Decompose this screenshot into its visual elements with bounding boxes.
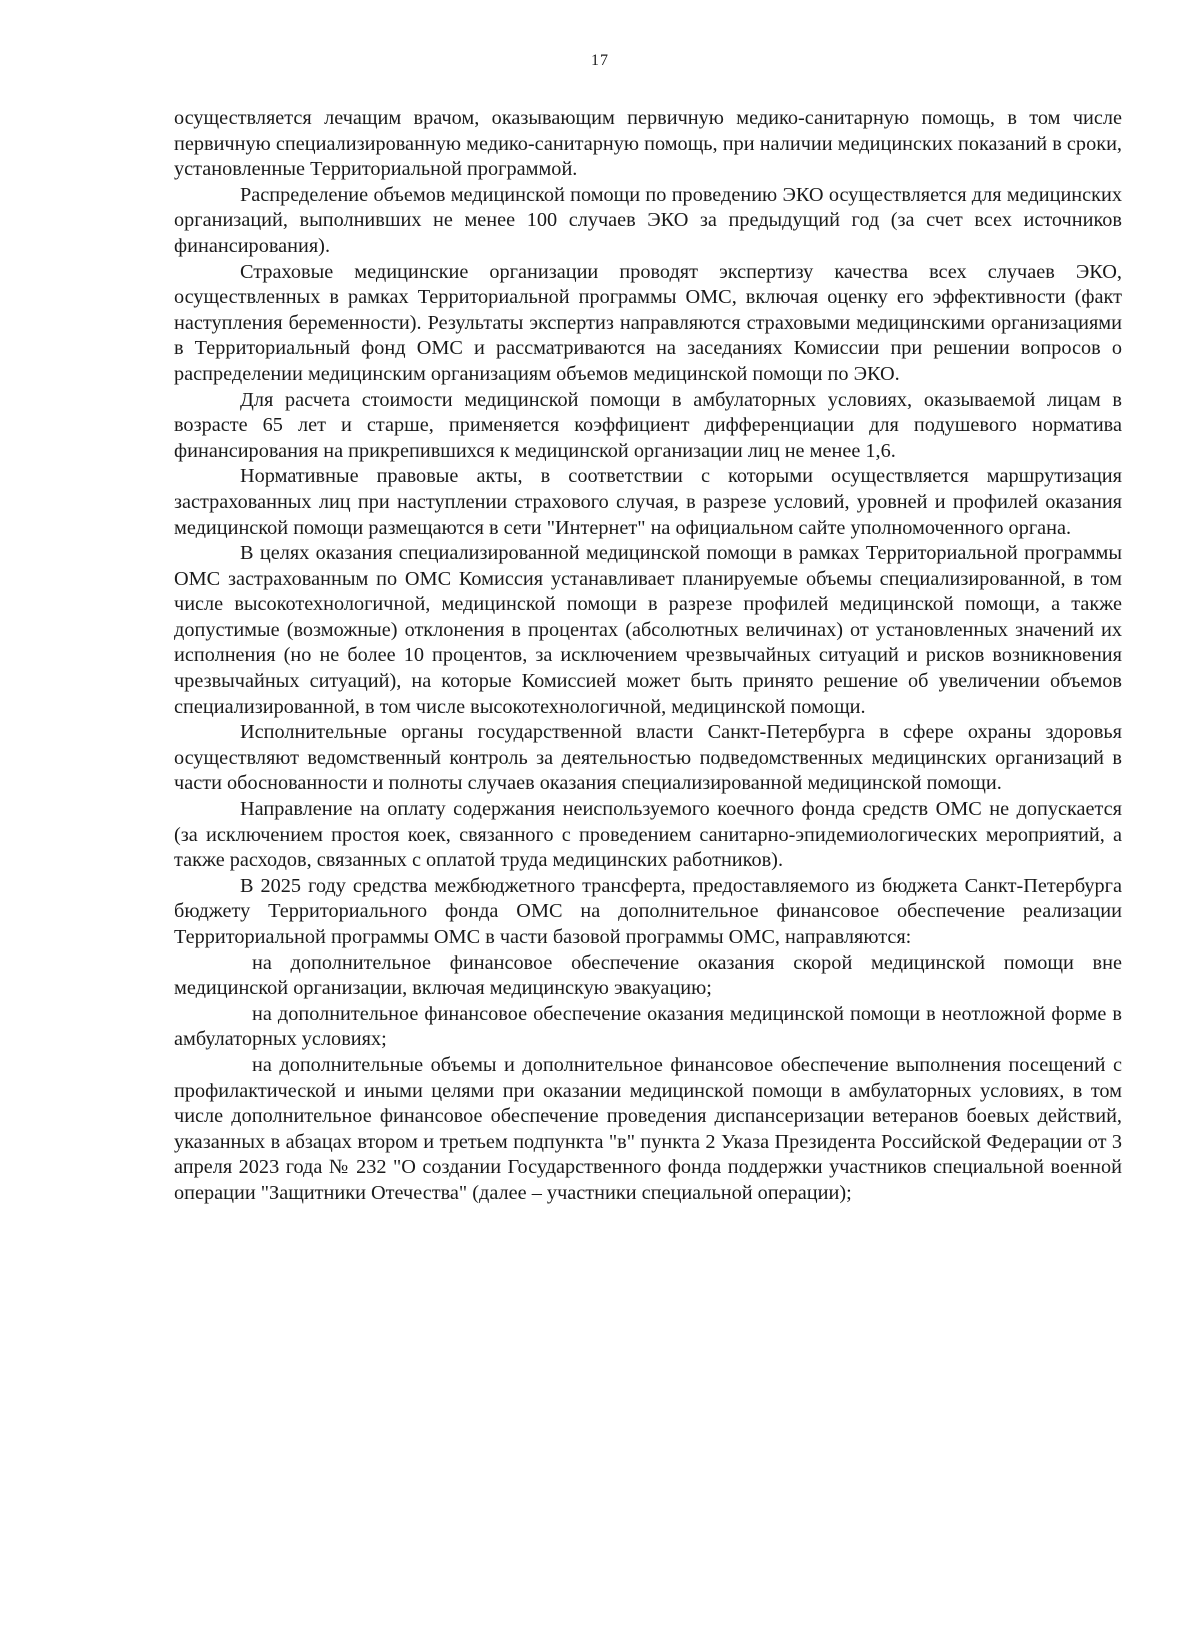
paragraph: Страховые медицинские организации проводят экспертизу качества всех случаев ЭКО, осуществленных в рамках Территориальной программы ОМС, включая оценку его эффективности (факт наступления беременности). Результаты экспертиз направляются страховыми медицинскими организациями в Территориальный фонд ОМС и рассматриваются на заседаниях Комиссии при решении вопросов о распределении медицинским организациям объемов медицинской помощи по ЭКО.	[174, 260, 1122, 385]
list-paragraph: на дополнительное финансовое обеспечение оказания скорой медицинской помощи вне медицинской организации, включая медицинскую эвакуацию;	[174, 951, 1122, 1000]
page-number: 17	[591, 52, 609, 69]
paragraph: осуществляется лечащим врачом, оказывающим первичную медико-санитарную помощь, в том числе первичную специализированную медико-санитарную помощь, при наличии медицинских показаний в сроки, установленные Территориальной программой.	[174, 107, 1122, 181]
paragraph: Нормативные правовые акты, в соответствии с которыми осуществляется маршрутизация застрахованных лиц при наступлении страхового случая, в разрезе условий, уровней и профилей оказания медицинской помощи размещаются в сети "Интернет" на официальном сайте уполномоченного органа.	[174, 465, 1122, 539]
paragraph: В 2025 году средства межбюджетного трансферта, предоставляемого из бюджета Санкт-Петербурга бюджету Территориального фонда ОМС на дополнительное финансовое обеспечение реализации Территориальной программы ОМС в части базовой программы ОМС, направляются:	[174, 874, 1122, 948]
document-body	[174, 106, 1122, 1207]
paragraph: Направление на оплату содержания неиспользуемого коечного фонда средств ОМС не допускается (за исключением простоя коек, связанного с проведением санитарно-эпидемиологических мероприятий, а также расходов, связанных с оплатой труда медицинских работников).	[174, 798, 1122, 872]
paragraph: Исполнительные органы государственной власти Санкт-Петербурга в сфере охраны здоровья осуществляют ведомственный контроль за деятельностью подведомственных медицинских организаций в части обоснованности и полноты случаев оказания специализированной медицинской помощи.	[174, 721, 1122, 795]
paragraph: Распределение объемов медицинской помощи по проведению ЭКО осуществляется для медицинских организаций, выполнивших не менее 100 случаев ЭКО за предыдущий год (за счет всех источников финансирования).	[174, 183, 1122, 257]
list-paragraph: на дополнительное финансовое обеспечение оказания медицинской помощи в неотложной форме в амбулаторных условиях;	[174, 1002, 1122, 1051]
paragraph: В целях оказания специализированной медицинской помощи в рамках Территориальной программы ОМС застрахованным по ОМС Комиссия устанавливает планируемые объемы специализированной, в том числе высокотехнологичной, медицинской помощи в разрезе профилей медицинской помощи, а также допустимые (возможные) отклонения в процентах (абсолютных величинах) от установленных значений их исполнения (но не более 10 процентов, за исключением чрезвычайных ситуаций и рисков возникновения чрезвычайных ситуаций), на которые Комиссией может быть принято решение об увеличении объемов специализированной, в том числе высокотехнологичной, медицинской помощи.	[174, 542, 1122, 718]
list-paragraph: на дополнительные объемы и дополнительное финансовое обеспечение выполнения посещений с профилактической и иными целями при оказании медицинской помощи в амбулаторных условиях, в том числе дополнительное финансовое обеспечение проведения диспансеризации ветеранов боевых действий, указанных в абзацах втором и третьем подпункта "в" пункта 2 Указа Президента Российской Федерации от 3 апреля 2023 года № 232 "О создании Государственного фонда поддержки участников специальной военной операции "Защитники Отечества" (далее – участники специальной операции);	[174, 1053, 1122, 1204]
paragraph: Для расчета стоимости медицинской помощи в амбулаторных условиях, оказываемой лицам в возрасте 65 лет и старше, применяется коэффициент дифференциации для подушевого норматива финансирования на прикрепившихся к медицинской организации лиц не менее 1,6.	[174, 388, 1122, 462]
